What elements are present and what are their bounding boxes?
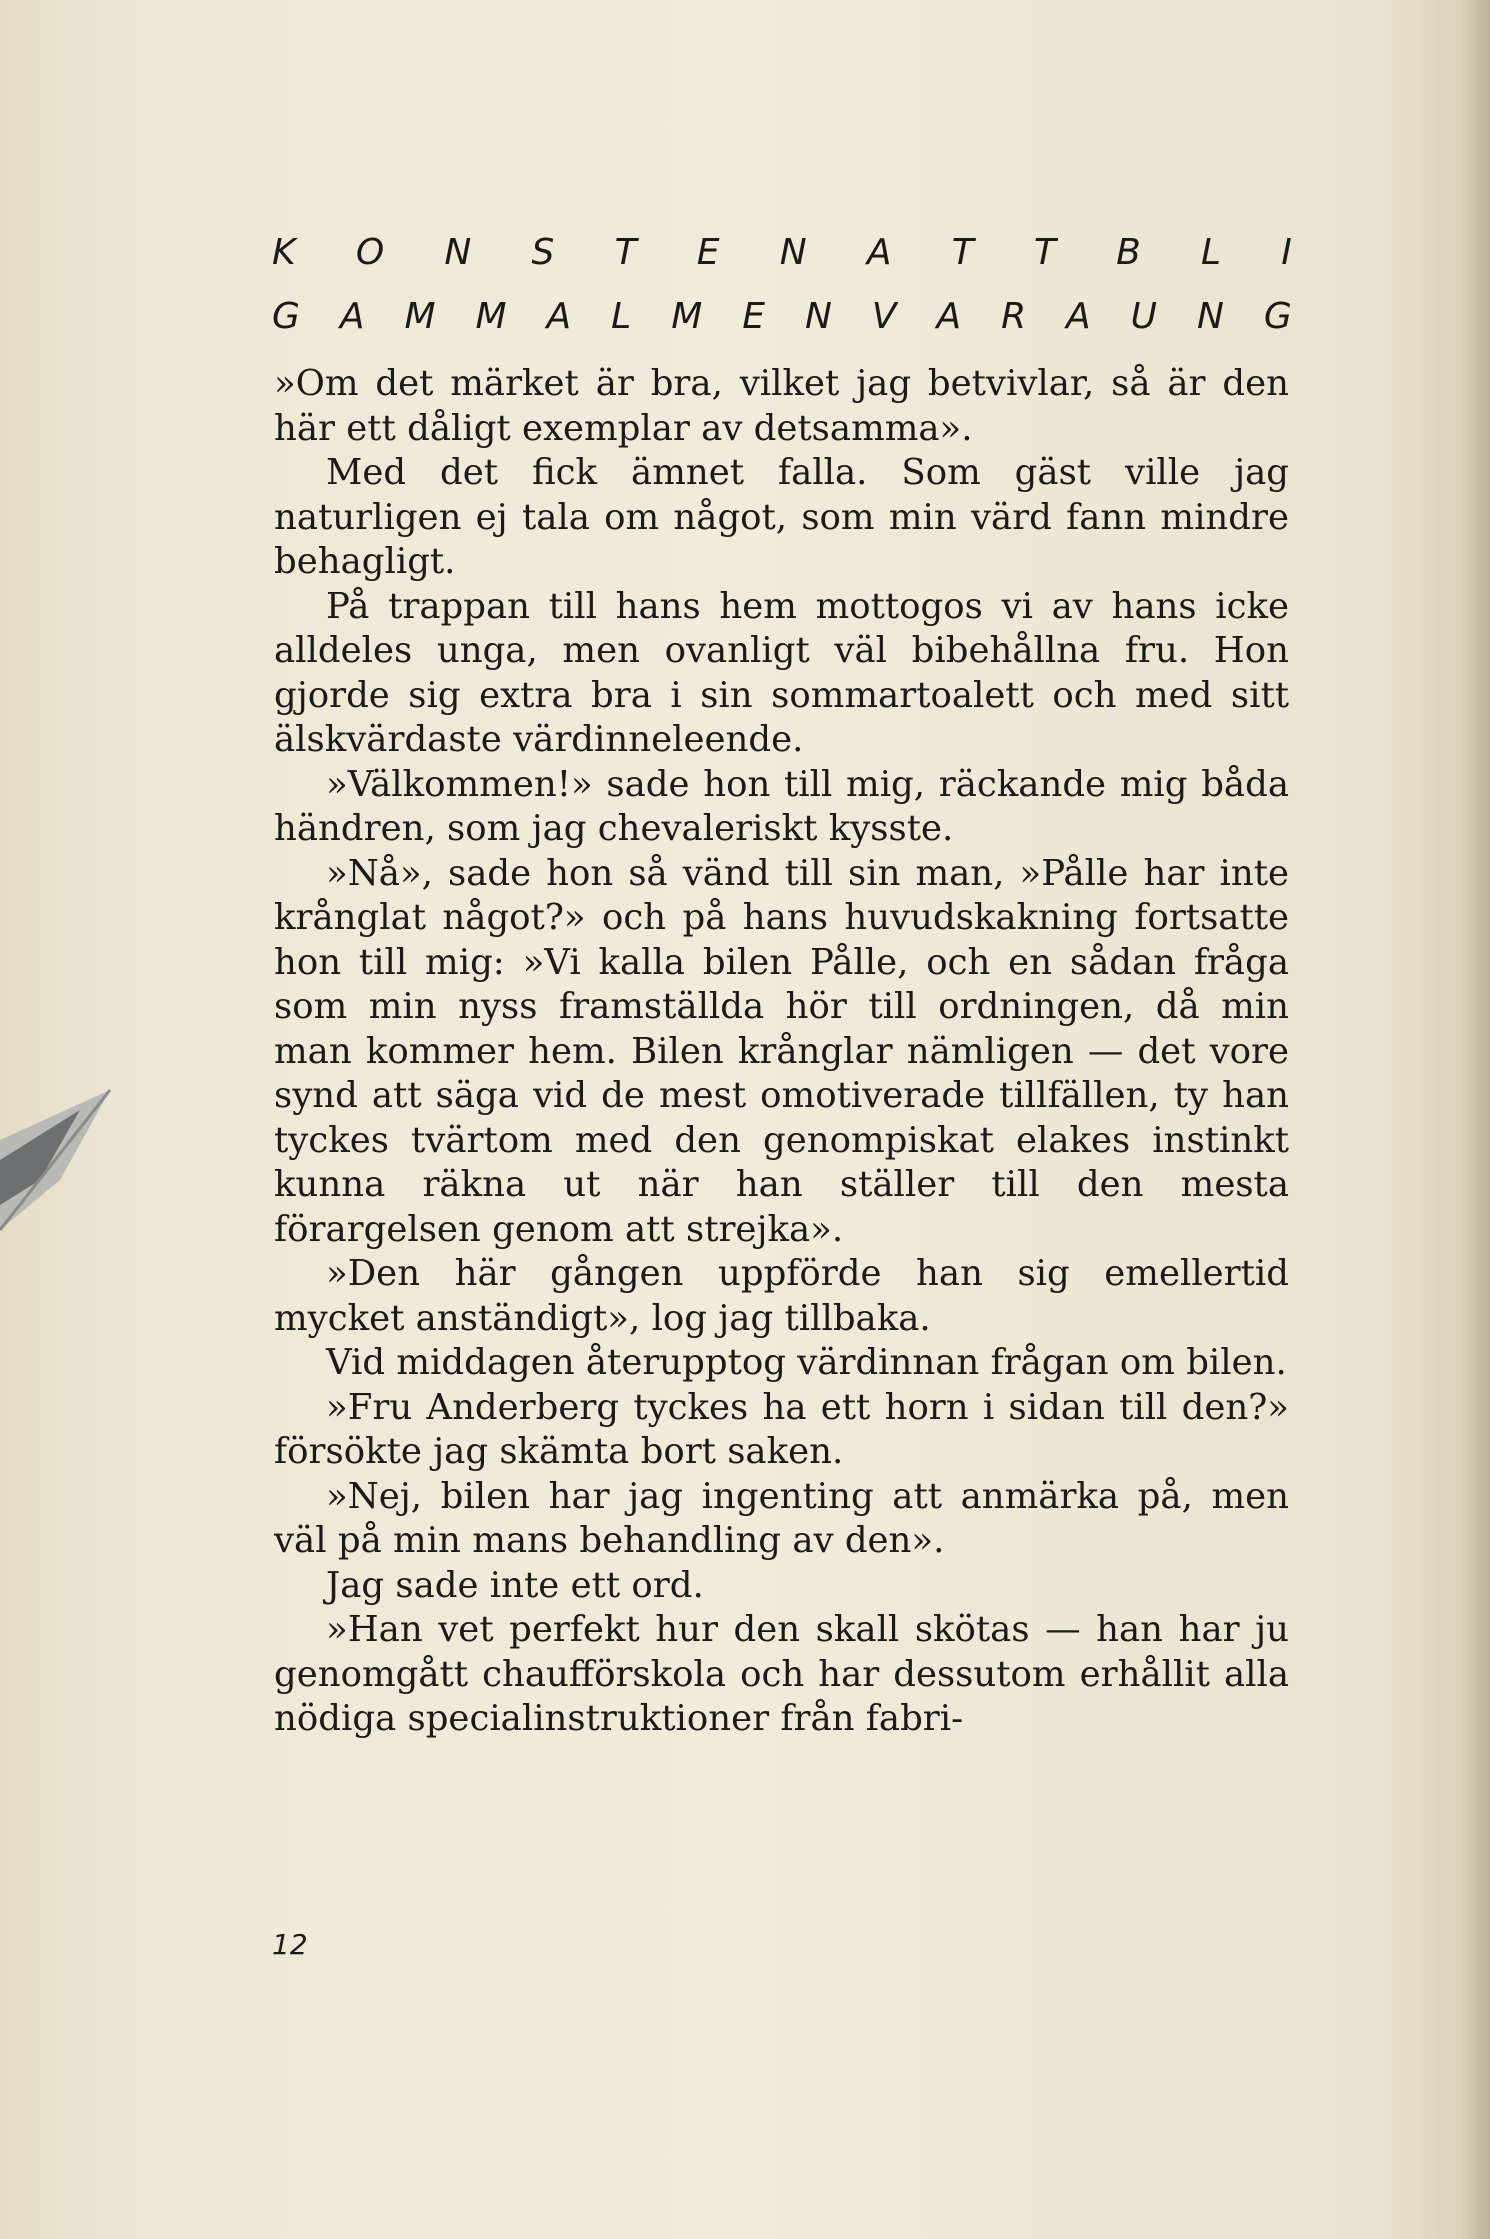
header-letter: V [871,296,897,337]
header-letter: A [339,296,365,337]
header-letter: M [671,296,703,337]
header-letter: N [444,232,472,273]
paragraph: »Om det märket är bra, vilket jag betvivlar, så är den här ett dåligt exemplar av detsamma». [274,363,1289,449]
header-letter: M [475,296,507,337]
paragraph: Med det fick ämnet falla. Som gäst ville jag naturligen ej tala om något, som min värd fann mindre behagligt. [274,452,1289,582]
header-letter: A [546,296,572,337]
paragraph: »Den här gången uppförde han sig emellertid mycket anständigt», log jag tillbaka. [274,1253,1289,1339]
header-letter: G [272,296,300,337]
header-letter: R [1001,296,1027,337]
header-letter: S [531,232,555,273]
header-letter: U [1130,296,1158,337]
header-letter: T [951,232,974,273]
header-letter: L [611,296,632,337]
header-letter: E [696,232,720,273]
header-letter: L [1201,232,1222,273]
paragraph: Vid middagen återupptog värdinnan frågan om bilen. [326,1342,1287,1383]
body-text [274,362,1289,1742]
header-letter: M [404,296,436,337]
header-letter: A [866,232,892,273]
paragraph: »Nå», sade hon så vänd till sin man, »Pålle har inte krånglat något?» och på hans huvudskakning fortsatte hon till mig: »Vi kalla bilen Pålle, och en sådan fråga som min nyss framställda hör till ordningen, då min man kommer hem. Bilen krånglar nämligen — det vore synd att säga vid de mest omotiverade tillfällen, ty han tyckes tvärtom med den genompiskat elakes instinkt kunna räkna ut när han ställer till den mesta förargelsen genom att strejka». [274,852,1289,1250]
header-letter: N [1196,296,1224,337]
paragraph: »Fru Anderberg tyckes ha ett horn i sidan till den?» försökte jag skämta bort saken. [274,1386,1289,1472]
header-letter: N [779,232,807,273]
header-letter: T [614,232,637,273]
paragraph: Jag sade inte ett ord. [326,1564,704,1606]
paragraph: På trappan till hans hem mottogos vi av hans icke alldeles unga, men ovanligt väl bibehållna fru. Hon gjorde sig extra bra i sin sommartoalett och med sitt älskvärdaste värdinneleende. [274,585,1289,760]
running-header-line-2 [272,296,1292,337]
paragraph: »Han vet perfekt hur den skall skötas — han har ju genomgått chaufförskola och har dessutom erhållit alla nödiga specialinstruktioner från fabri- [274,1609,1289,1739]
page-number: 12 [272,1928,308,1961]
paragraph: »Nej, bilen har jag ingenting att anmärka på, men väl på min mans behandling av den». [274,1475,1289,1561]
header-letter: G [1263,296,1292,337]
pen-tip-illustration [0,1070,120,1270]
header-letter: N [804,296,832,337]
running-header-line-1 [272,232,1292,273]
header-letter: E [742,296,765,337]
header-letter: B [1116,232,1141,273]
header-letter: I [1281,232,1292,273]
header-letter: K [272,232,296,273]
header-letter: O [355,232,385,273]
spine-shadow [1460,0,1490,2239]
header-letter: T [1033,232,1056,273]
header-letter: A [936,296,962,337]
header-letter: A [1066,296,1091,337]
paragraph: »Välkommen!» sade hon till mig, räckande mig båda händren, som jag chevaleriskt kysste. [274,763,1289,849]
